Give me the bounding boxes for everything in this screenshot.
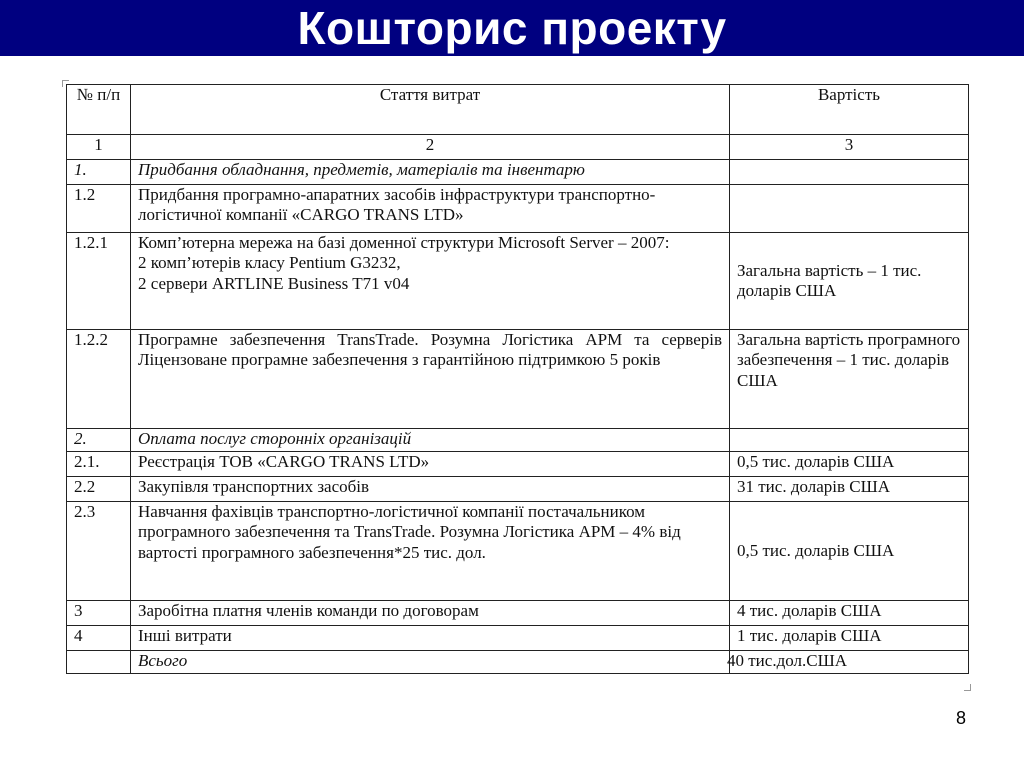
table-row: [67, 160, 969, 185]
row-item-line: 2 комп’ютерів класу Pentium G3232,: [138, 253, 401, 273]
header-num: № п/п: [67, 85, 131, 135]
row-cost: 1 тис. доларів США: [730, 626, 969, 651]
column-number: 2: [131, 135, 730, 160]
page-number: 8: [955, 708, 966, 728]
total-label: Всього: [131, 651, 730, 674]
row-cost: Загальна вартість – 1 тис. доларів США: [730, 233, 969, 330]
row-item: Закупівля транспортних засобів: [131, 477, 730, 502]
row-item: Оплата послуг сторонніх організацій: [131, 429, 730, 452]
table-row: [67, 429, 969, 452]
budget-table: [66, 84, 969, 674]
row-item: Придбання обладнання, предметів, матеріалів та інвентарю: [131, 160, 730, 185]
table-row: [67, 233, 969, 330]
slide-title: Кошторис проекту: [297, 2, 727, 54]
row-item: Інші витрати: [131, 626, 730, 651]
row-cost: [730, 429, 969, 452]
row-cost: 31 тис. доларів США: [730, 477, 969, 502]
row-num: 1.: [67, 160, 131, 185]
row-num: 3: [67, 601, 131, 626]
row-item-line: Комп’ютерна мережа на базі доменної структури Microsoft Server – 2007:: [138, 233, 670, 252]
table-row: [67, 601, 969, 626]
table-row: [67, 185, 969, 233]
row-num: 2.3: [67, 502, 131, 601]
row-num: 2.1.: [67, 452, 131, 477]
row-num: 2.: [67, 429, 131, 452]
row-cost: 0,5 тис. доларів США: [730, 502, 969, 601]
row-cost: 0,5 тис. доларів США: [730, 452, 969, 477]
table-row: [67, 452, 969, 477]
row-cost: [730, 160, 969, 185]
row-cost: [730, 185, 969, 233]
row-item: Заробітна платня членів команди по договорам: [131, 601, 730, 626]
table-row: [67, 477, 969, 502]
header-item: Стаття витрат: [131, 85, 730, 135]
total-row: [67, 651, 969, 674]
column-number-row: [67, 135, 969, 160]
row-cost: 4 тис. доларів США: [730, 601, 969, 626]
row-num: 1.2.2: [67, 330, 131, 429]
column-number: 3: [730, 135, 969, 160]
table-header-row: [67, 85, 969, 135]
row-num: 2.2: [67, 477, 131, 502]
row-num: 4: [67, 626, 131, 651]
row-item: [131, 233, 730, 330]
row-num: [67, 651, 131, 674]
row-cost: Загальна вартість програмного забезпечення – 1 тис. доларів США: [730, 330, 969, 429]
table-row: [67, 626, 969, 651]
row-item-line: 2 сервери ARTLINE Business T71 v04: [138, 273, 410, 293]
table-row: [67, 330, 969, 429]
header-cost: Вартість: [730, 85, 969, 135]
row-item: Навчання фахівців транспортно-логістичної компанії постачальником програмного забезпечення та TransTrade. Розумна Логістика АРМ – 4% від вартості програмного забезпечення*25 тис. дол.: [131, 502, 730, 601]
row-item: Придбання програмно-апаратних засобів інфраструктури транспортно-логістичної компанії «CARGO TRANS LTD»: [131, 185, 730, 233]
row-num: 1.2.1: [67, 233, 131, 330]
total-cost-cell: [727, 651, 969, 674]
crop-mark-bottom-right: [964, 684, 971, 691]
row-item: Реєстрація ТОВ «CARGO TRANS LTD»: [131, 452, 730, 477]
row-num: 1.2: [67, 185, 131, 233]
column-number: 1: [67, 135, 131, 160]
row-item: Програмне забезпечення TransTrade. Розумна Логістика АРМ та серверів Ліцензоване програмне забезпечення з гарантійною підтримкою 5 років: [131, 330, 730, 429]
table-row: [67, 502, 969, 601]
total-cost: 40 тис.дол.США: [727, 651, 847, 670]
